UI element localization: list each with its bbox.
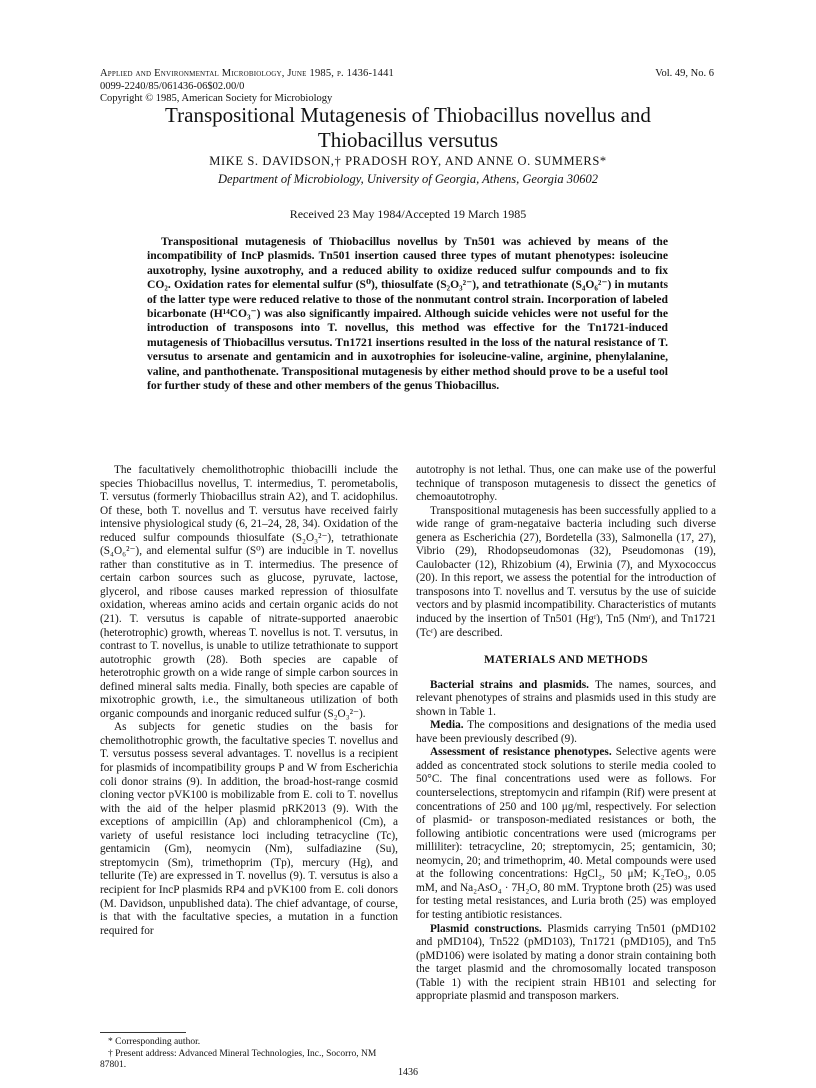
copyright: Copyright © 1985, American Society for Microbiology — [100, 93, 333, 104]
section-heading: MATERIALS AND METHODS — [484, 654, 648, 667]
run-in-heading: Plasmid constructions. — [430, 922, 542, 935]
received-date: Received 23 May 1984/Accepted 19 March 1985 — [289, 207, 527, 221]
article-code: 0099-2240/85/061436-06$02.00/0 — [100, 80, 245, 92]
title-line-2: Thiobacillus versutus — [317, 128, 499, 152]
methods-text: The compositions and designations of the media used have been previously described (9). — [416, 719, 716, 745]
footnote-rule — [100, 1032, 186, 1033]
intro-paragraph-1: The facultatively chemolithotrophic thiobacilli include the species Thiobacillus novellus, T. intermedius, T. perometabolis, T. versutus (formerly Thiobacillus strain A2), and T. acidophilus. Of these, both T. novellus and T. versutus have received fairly intensive physiological study (6, 21–24, 28, 34). Oxidation of the reduced sulfur compounds thiosulfate (S₂O₃²⁻), tetrathionate (S₄O₆²⁻), and elemental sulfur (S⁰) are inducible in T. novellus rather than constitutive as in T. intermedius. The presence of certain carbon sources such as glucose, pyruvate, lactose, glycerol, and ribose causes marked repression of thiosulfate oxidation, whereas amino acids and certain organic acids do not (21). T. versutus is capable of nitrate-supported anaerobic (heterotrophic) growth, whereas T. novellus is not. T. versutus, in contrast to T. novellus, is unable to utilize tetrathionate to support autotrophic growth (28). Both species are capable of heterotrophic growth on a wide range of simple carbon sources in defined mineral salts media. Finally, both species are capable of mixotrophic growth, i.e., the simultaneous utilization of both organic compounds and inorganic reduced sulfur (S₂O₃²⁻). — [100, 464, 398, 720]
methods-resistance — [416, 746, 716, 922]
methods-plasmids — [416, 923, 716, 1004]
left-column — [100, 464, 398, 938]
article-title — [60, 103, 756, 153]
authors: MIKE S. DAVIDSON,† PRADOSH ROY, AND ANNE O. SUMMERS* — [209, 154, 607, 168]
journal-header — [100, 68, 394, 106]
intro-paragraph-2: As subjects for genetic studies on the basis for chemolithotrophic growth, the facultative species T. novellus and T. versutus possess several advantages. T. novellus is a recipient for plasmids of incompatibility groups P and W from Escherichia coli donor strains (9). In addition, the broad-host-range cosmid cloning vector pVK100 is mobilizable from E. coli to T. novellus with the aid of the helper plasmid pRK2013 (9). With the exceptions of ampicillin (Ap) and chloramphenicol (Cm), a variety of useful resistance loci including tetracycline (Tc), gentamicin (Gm), neomycin (Nm), sulfadiazine (Su), streptomycin (Sm), trimethoprim (Tp), mercury (Hg), and tellurite (Te) are expressed in T. novellus (9). T. versutus is also a recipient for IncP plasmids RP4 and pVK100 from E. coli donors (M. Davidson, unpublished data). The chief advantage, of course, is that with the facultative species, a mutation in a function required for — [100, 721, 398, 937]
methods-text: Selective agents were added as concentrated stock solutions to sterile media cooled to 50°C. The final concentrations used were as follows. For counterselections, streptomycin and rifampin (Rif) were present at concentrations of 250 and 100 μg/ml, respectively. For selection of plasmid- or transposon-mediated resistances or both, the following antibiotic concentrations were used (micrograms per milliliter): tetracycline, 20; streptomycin, 25; gentamicin, 30; neomycin, 20; and trimethoprim, 40. Metal compounds were used at the following concentrations: HgCl₂, 50 μM; K₂TeO₃, 0.05 mM, and Na₂AsO₄ · 7H₂O, 80 mM. Tryptone broth (25) was used for testing metal resistances, and Luria broth (25) was employed for testing antibiotic resistances. — [416, 746, 717, 921]
footnote-address: † Present address: Advanced Mineral Technologies, Inc., Socorro, NM 87801. — [100, 1048, 377, 1071]
run-in-heading: Media. — [430, 719, 464, 732]
methods-text: The names, sources, and relevant phenotypes of strains and plasmids used in this study are shown in Table 1. — [416, 678, 716, 718]
title-line-1: Transpositional Mutagenesis of Thiobacillus novellus and — [165, 103, 651, 127]
run-in-heading: Assessment of resistance phenotypes. — [430, 746, 612, 759]
right-column — [416, 464, 716, 1004]
footnote-corresponding: * Corresponding author. — [108, 1037, 201, 1047]
methods-media — [416, 719, 716, 746]
volume-issue: Vol. 49, No. 6 — [655, 68, 714, 79]
affiliation: Department of Microbiology, University of Georgia, Athens, Georgia 30602 — [218, 172, 598, 186]
intro-continuation: autotrophy is not lethal. Thus, one can make use of the powerful technique of transposon mutagenesis to dissect the genetics of chemoautotrophy. — [416, 464, 716, 504]
methods-text: Plasmids carrying Tn501 (pMD102 and pMD104), Tn522 (pMD103), Tn1721 (pMD105), and Tn5 (pMD106) were isolated by mating a donor strain containing both the target plasmid and the chromosomally located transposon (Table 1) with the recipient strain HB101 and selecting for appropriate plasmid and transposon markers. — [416, 922, 717, 1003]
intro-paragraph-3: Transpositional mutagenesis has been successfully applied to a wide range of gram-negataive bacteria including such diverse genera as Escherichia (27), Bordetella (33), Salmonella (17, 27), Vibrio (29), Rhodopseudomonas (32), Pseudomonas (19), Caulobacter (12), Rhizobium (4), Erwinia (7), and Myxococcus (20). In this report, we assess the potential for the introduction of transposons into T. novellus and T. versutus by the use of suicide vectors and by plasmid incompatibility. Characteristics of mutants induced by the insertion of Tn501 (Hgʳ), Tn5 (Nmʳ), and Tn1721 (Tcʳ) are described. — [416, 504, 716, 639]
journal-citation: Applied and Environmental Microbiology, June 1985, p. 1436-1441 — [100, 68, 394, 79]
abstract: Transpositional mutagenesis of Thiobacillus novellus by Tn501 was achieved by means of the incompatibility of IncP plasmids. Tn501 insertion caused three types of mutant phenotypes: isoleucine auxotrophy, lysine auxotrophy, and a reduced ability to oxidize reduced sulfur compounds and to fix CO₂. Oxidation rates for elemental sulfur (S⁰), thiosulfate (S₂O₃²⁻), and tetrathionate (S₄O₆²⁻) in mutants of the latter type were reduced relative to those of the nonmutant control strain. Incorporation of labeled bicarbonate (H¹⁴CO₃⁻) was also significantly impaired. Although suicide vehicles were not useful for the introduction of transposons into T. novellus, this method was effective for the Tn1721-induced mutagenesis of Thiobacillus versutus. Tn1721 insertions resulted in the loss of the natural resistance of T. versutus to arsenate and gentamicin and in auxotrophies for isoleucine-valine, arginine, phenylalanine, valine, and panthothenate. Transpositional mutagenesis by either method should prove to be a useful tool for further study of these and other members of the genus Thiobacillus. — [147, 235, 668, 393]
page-number: 1436 — [398, 1067, 418, 1078]
run-in-heading: Bacterial strains and plasmids. — [430, 678, 589, 691]
methods-strains — [416, 679, 716, 720]
